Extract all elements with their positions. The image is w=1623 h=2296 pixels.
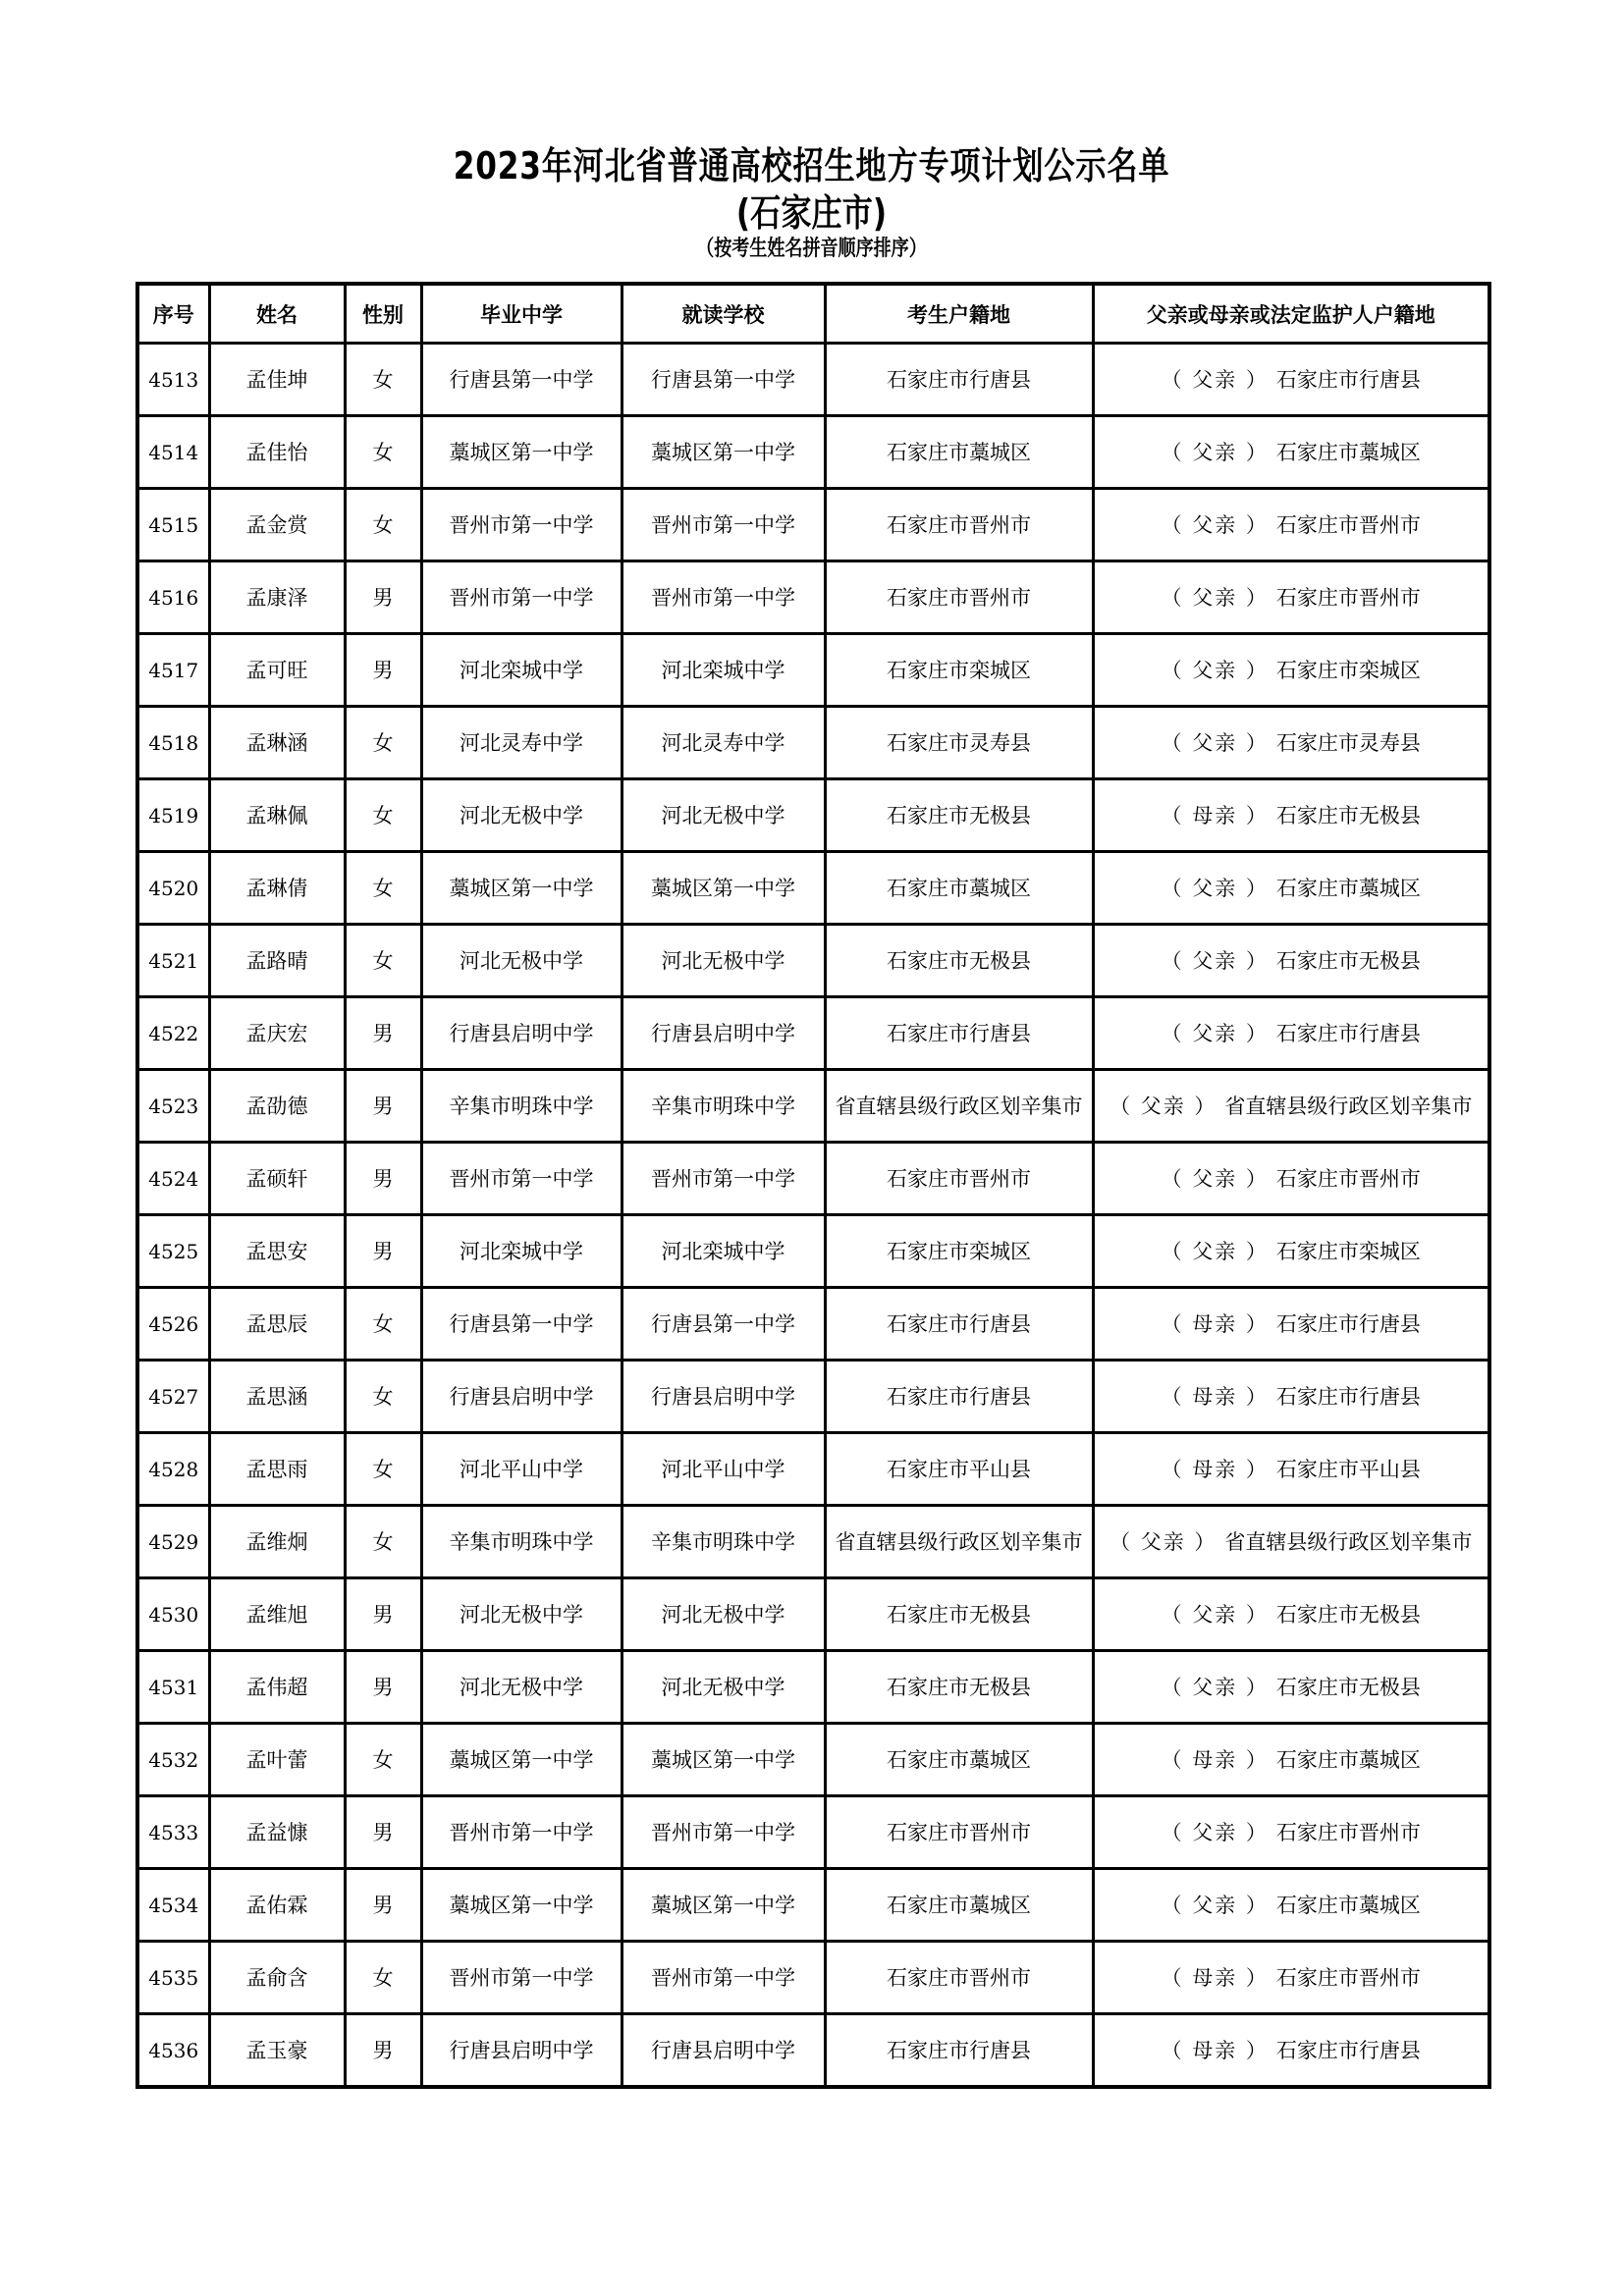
col-header-domicile: 考生户籍地 — [825, 284, 1093, 344]
cell-name: 孟金赏 — [209, 489, 345, 561]
cell-name: 孟琳佩 — [209, 779, 345, 852]
cell-current-school: 河北无极中学 — [622, 1578, 825, 1651]
cell-no: 4524 — [137, 1143, 209, 1215]
cell-grad-school: 藁城区第一中学 — [421, 852, 622, 925]
cell-guardian-domicile — [1093, 925, 1489, 997]
guardian-relation: （ 父亲 ） — [1161, 367, 1269, 392]
cell-no: 4534 — [137, 1869, 209, 1942]
guardian-relation: （ 父亲 ） — [1161, 1602, 1269, 1627]
cell-grad-school: 晋州市第一中学 — [421, 1143, 622, 1215]
cell-no: 4535 — [137, 1942, 209, 2014]
cell-domicile: 石家庄市藁城区 — [825, 1724, 1093, 1796]
cell-domicile: 石家庄市无极县 — [825, 779, 1093, 852]
guardian-relation: （ 父亲 ） — [1109, 1529, 1217, 1554]
cell-current-school: 晋州市第一中学 — [622, 1942, 825, 2014]
cell-current-school: 行唐县启明中学 — [622, 2014, 825, 2088]
cell-gender: 女 — [345, 1433, 421, 1506]
table-row — [137, 634, 1489, 707]
cell-gender: 女 — [345, 779, 421, 852]
guardian-relation: （ 母亲 ） — [1161, 803, 1269, 828]
cell-guardian-domicile — [1093, 1869, 1489, 1942]
cell-current-school: 辛集市明珠中学 — [622, 1070, 825, 1143]
table-row — [137, 416, 1489, 489]
table-header-row — [137, 284, 1489, 344]
cell-name: 孟佑霖 — [209, 1869, 345, 1942]
cell-domicile: 石家庄市晋州市 — [825, 1796, 1093, 1869]
cell-no: 4527 — [137, 1361, 209, 1433]
cell-domicile: 石家庄市灵寿县 — [825, 707, 1093, 779]
cell-current-school: 河北栾城中学 — [622, 634, 825, 707]
table-row — [137, 997, 1489, 1070]
cell-guardian-domicile — [1093, 997, 1489, 1070]
cell-gender: 女 — [345, 1288, 421, 1361]
cell-grad-school: 行唐县第一中学 — [421, 344, 622, 416]
cell-grad-school: 辛集市明珠中学 — [421, 1506, 622, 1578]
cell-name: 孟佳坤 — [209, 344, 345, 416]
cell-grad-school: 行唐县第一中学 — [421, 1288, 622, 1361]
cell-name: 孟思雨 — [209, 1433, 345, 1506]
table-body — [137, 344, 1489, 2088]
guardian-domicile: 石家庄市藁城区 — [1275, 1893, 1421, 1917]
cell-current-school: 行唐县启明中学 — [622, 997, 825, 1070]
cell-no: 4515 — [137, 489, 209, 561]
cell-guardian-domicile — [1093, 2014, 1489, 2088]
table-row — [137, 1724, 1489, 1796]
col-header-guardian-domicile: 父亲或母亲或法定监护人户籍地 — [1093, 284, 1489, 344]
cell-no: 4516 — [137, 561, 209, 634]
cell-grad-school: 河北无极中学 — [421, 1578, 622, 1651]
cell-grad-school: 河北无极中学 — [421, 779, 622, 852]
guardian-domicile: 石家庄市灵寿县 — [1275, 730, 1421, 755]
table-row — [137, 1651, 1489, 1724]
cell-guardian-domicile — [1093, 634, 1489, 707]
cell-current-school: 藁城区第一中学 — [622, 1869, 825, 1942]
cell-current-school: 河北无极中学 — [622, 1651, 825, 1724]
guardian-relation: （ 父亲 ） — [1161, 585, 1269, 610]
guardian-relation: （ 父亲 ） — [1161, 730, 1269, 755]
table-row — [137, 1215, 1489, 1288]
guardian-domicile: 石家庄市行唐县 — [1275, 1021, 1421, 1045]
table-row — [137, 1361, 1489, 1433]
cell-grad-school: 藁城区第一中学 — [421, 1724, 622, 1796]
table-row — [137, 1942, 1489, 2014]
guardian-relation: （ 父亲 ） — [1161, 440, 1269, 464]
cell-gender: 男 — [345, 1578, 421, 1651]
cell-domicile: 石家庄市栾城区 — [825, 634, 1093, 707]
guardian-domicile: 石家庄市平山县 — [1275, 1457, 1421, 1481]
cell-gender: 男 — [345, 997, 421, 1070]
cell-gender: 女 — [345, 925, 421, 997]
guardian-domicile: 石家庄市藁城区 — [1275, 440, 1421, 464]
cell-current-school: 行唐县启明中学 — [622, 1361, 825, 1433]
cell-gender: 女 — [345, 1361, 421, 1433]
cell-current-school: 藁城区第一中学 — [622, 852, 825, 925]
cell-guardian-domicile — [1093, 707, 1489, 779]
guardian-domicile: 石家庄市行唐县 — [1275, 367, 1421, 392]
guardian-relation: （ 父亲 ） — [1161, 948, 1269, 973]
cell-grad-school: 行唐县启明中学 — [421, 1361, 622, 1433]
cell-gender: 男 — [345, 561, 421, 634]
cell-grad-school: 辛集市明珠中学 — [421, 1070, 622, 1143]
cell-grad-school: 行唐县启明中学 — [421, 2014, 622, 2088]
document-subtitle: (石家庄市) — [735, 191, 888, 235]
cell-name: 孟叶蕾 — [209, 1724, 345, 1796]
cell-current-school: 河北无极中学 — [622, 779, 825, 852]
cell-domicile: 石家庄市藁城区 — [825, 852, 1093, 925]
sort-note: （按考生姓名拼音顺序排序） — [696, 237, 927, 261]
cell-guardian-domicile — [1093, 1651, 1489, 1724]
table-row — [137, 1288, 1489, 1361]
cell-gender: 男 — [345, 1651, 421, 1724]
cell-domicile: 石家庄市藁城区 — [825, 416, 1093, 489]
cell-guardian-domicile — [1093, 1288, 1489, 1361]
cell-name: 孟琳倩 — [209, 852, 345, 925]
candidate-table — [135, 282, 1491, 2089]
cell-gender: 男 — [345, 634, 421, 707]
cell-current-school: 行唐县第一中学 — [622, 1288, 825, 1361]
cell-current-school: 晋州市第一中学 — [622, 489, 825, 561]
cell-grad-school: 藁城区第一中学 — [421, 1869, 622, 1942]
guardian-relation: （ 父亲 ） — [1161, 1820, 1269, 1844]
cell-no: 4528 — [137, 1433, 209, 1506]
cell-current-school: 河北栾城中学 — [622, 1215, 825, 1288]
cell-gender: 女 — [345, 1724, 421, 1796]
cell-guardian-domicile — [1093, 1361, 1489, 1433]
cell-current-school: 晋州市第一中学 — [622, 1796, 825, 1869]
cell-gender: 女 — [345, 1506, 421, 1578]
col-header-no: 序号 — [137, 284, 209, 344]
cell-name: 孟思涵 — [209, 1361, 345, 1433]
cell-current-school: 河北平山中学 — [622, 1433, 825, 1506]
cell-guardian-domicile — [1093, 489, 1489, 561]
cell-name: 孟维旭 — [209, 1578, 345, 1651]
guardian-relation: （ 父亲 ） — [1161, 1675, 1269, 1699]
guardian-relation: （ 父亲 ） — [1161, 1893, 1269, 1917]
cell-name: 孟路晴 — [209, 925, 345, 997]
table-row — [137, 1796, 1489, 1869]
guardian-domicile: 石家庄市藁城区 — [1275, 1747, 1421, 1772]
guardian-relation: （ 母亲 ） — [1161, 1384, 1269, 1409]
cell-grad-school: 藁城区第一中学 — [421, 416, 622, 489]
cell-current-school: 晋州市第一中学 — [622, 561, 825, 634]
cell-gender: 女 — [345, 489, 421, 561]
cell-gender: 女 — [345, 344, 421, 416]
cell-domicile: 石家庄市藁城区 — [825, 1869, 1093, 1942]
cell-gender: 女 — [345, 416, 421, 489]
cell-gender: 女 — [345, 707, 421, 779]
cell-guardian-domicile — [1093, 1215, 1489, 1288]
cell-name: 孟劭德 — [209, 1070, 345, 1143]
cell-current-school: 河北灵寿中学 — [622, 707, 825, 779]
cell-guardian-domicile — [1093, 1578, 1489, 1651]
cell-domicile: 石家庄市行唐县 — [825, 997, 1093, 1070]
cell-no: 4530 — [137, 1578, 209, 1651]
cell-grad-school: 河北栾城中学 — [421, 1215, 622, 1288]
guardian-relation: （ 父亲 ） — [1161, 512, 1269, 537]
guardian-domicile: 石家庄市藁城区 — [1275, 876, 1421, 900]
cell-guardian-domicile — [1093, 416, 1489, 489]
col-header-grad-school: 毕业中学 — [421, 284, 622, 344]
cell-no: 4532 — [137, 1724, 209, 1796]
guardian-relation: （ 母亲 ） — [1161, 1965, 1269, 1990]
cell-guardian-domicile — [1093, 1433, 1489, 1506]
cell-domicile: 石家庄市无极县 — [825, 1651, 1093, 1724]
cell-gender: 男 — [345, 1869, 421, 1942]
guardian-relation: （ 父亲 ） — [1109, 1094, 1217, 1118]
cell-name: 孟俞含 — [209, 1942, 345, 2014]
cell-no: 4519 — [137, 779, 209, 852]
cell-name: 孟维炯 — [209, 1506, 345, 1578]
guardian-domicile: 石家庄市行唐县 — [1275, 1384, 1421, 1409]
cell-domicile: 石家庄市晋州市 — [825, 561, 1093, 634]
table-row — [137, 1578, 1489, 1651]
cell-name: 孟玉豪 — [209, 2014, 345, 2088]
cell-domicile: 石家庄市晋州市 — [825, 489, 1093, 561]
cell-current-school: 辛集市明珠中学 — [622, 1506, 825, 1578]
guardian-relation: （ 母亲 ） — [1161, 2038, 1269, 2062]
table-row — [137, 852, 1489, 925]
cell-domicile: 石家庄市平山县 — [825, 1433, 1093, 1506]
table-row — [137, 707, 1489, 779]
cell-name: 孟思安 — [209, 1215, 345, 1288]
cell-domicile: 石家庄市晋州市 — [825, 1143, 1093, 1215]
guardian-domicile: 石家庄市晋州市 — [1275, 1166, 1421, 1191]
cell-grad-school: 河北栾城中学 — [421, 634, 622, 707]
cell-gender: 男 — [345, 1070, 421, 1143]
cell-no: 4526 — [137, 1288, 209, 1361]
guardian-domicile: 省直辖县级行政区划辛集市 — [1224, 1529, 1473, 1554]
table-row — [137, 561, 1489, 634]
cell-grad-school: 晋州市第一中学 — [421, 1942, 622, 2014]
cell-domicile: 石家庄市无极县 — [825, 1578, 1093, 1651]
table-row — [137, 1869, 1489, 1942]
cell-name: 孟思辰 — [209, 1288, 345, 1361]
cell-name: 孟琳涵 — [209, 707, 345, 779]
guardian-domicile: 石家庄市晋州市 — [1275, 585, 1421, 610]
cell-no: 4522 — [137, 997, 209, 1070]
cell-name: 孟益慷 — [209, 1796, 345, 1869]
table-row — [137, 925, 1489, 997]
guardian-relation: （ 父亲 ） — [1161, 658, 1269, 682]
cell-name: 孟佳怡 — [209, 416, 345, 489]
cell-current-school: 行唐县第一中学 — [622, 344, 825, 416]
cell-current-school: 藁城区第一中学 — [622, 1724, 825, 1796]
cell-domicile: 省直辖县级行政区划辛集市 — [825, 1070, 1093, 1143]
guardian-domicile: 石家庄市晋州市 — [1275, 1965, 1421, 1990]
cell-guardian-domicile — [1093, 1070, 1489, 1143]
col-header-current-school: 就读学校 — [622, 284, 825, 344]
cell-name: 孟伟超 — [209, 1651, 345, 1724]
guardian-domicile: 石家庄市无极县 — [1275, 1602, 1421, 1627]
guardian-relation: （ 母亲 ） — [1161, 1457, 1269, 1481]
col-header-gender: 性别 — [345, 284, 421, 344]
guardian-domicile: 石家庄市栾城区 — [1275, 658, 1421, 682]
cell-current-school: 河北无极中学 — [622, 925, 825, 997]
cell-guardian-domicile — [1093, 561, 1489, 634]
cell-grad-school: 晋州市第一中学 — [421, 561, 622, 634]
guardian-relation: （ 父亲 ） — [1161, 1239, 1269, 1263]
cell-no: 4517 — [137, 634, 209, 707]
cell-no: 4529 — [137, 1506, 209, 1578]
cell-guardian-domicile — [1093, 1796, 1489, 1869]
guardian-domicile: 省直辖县级行政区划辛集市 — [1224, 1094, 1473, 1118]
cell-no: 4531 — [137, 1651, 209, 1724]
cell-no: 4523 — [137, 1070, 209, 1143]
cell-domicile: 石家庄市栾城区 — [825, 1215, 1093, 1288]
cell-name: 孟硕轩 — [209, 1143, 345, 1215]
cell-no: 4536 — [137, 2014, 209, 2088]
cell-guardian-domicile — [1093, 1143, 1489, 1215]
guardian-relation: （ 父亲 ） — [1161, 1166, 1269, 1191]
cell-current-school: 藁城区第一中学 — [622, 416, 825, 489]
cell-domicile: 石家庄市行唐县 — [825, 1288, 1093, 1361]
table-row — [137, 779, 1489, 852]
cell-current-school: 晋州市第一中学 — [622, 1143, 825, 1215]
guardian-domicile: 石家庄市行唐县 — [1275, 1311, 1421, 1336]
cell-grad-school: 行唐县启明中学 — [421, 997, 622, 1070]
cell-grad-school: 河北灵寿中学 — [421, 707, 622, 779]
cell-gender: 女 — [345, 1942, 421, 2014]
cell-name: 孟康泽 — [209, 561, 345, 634]
table-row — [137, 1143, 1489, 1215]
cell-name: 孟可旺 — [209, 634, 345, 707]
cell-grad-school: 晋州市第一中学 — [421, 1796, 622, 1869]
cell-guardian-domicile — [1093, 852, 1489, 925]
cell-domicile: 石家庄市晋州市 — [825, 1942, 1093, 2014]
cell-domicile: 石家庄市无极县 — [825, 925, 1093, 997]
guardian-domicile: 石家庄市栾城区 — [1275, 1239, 1421, 1263]
cell-guardian-domicile — [1093, 1942, 1489, 2014]
cell-guardian-domicile — [1093, 1724, 1489, 1796]
cell-grad-school: 河北平山中学 — [421, 1433, 622, 1506]
document-title: 2023年河北省普通高校招生地方专项计划公示名单 — [453, 144, 1170, 187]
cell-no: 4533 — [137, 1796, 209, 1869]
cell-no: 4525 — [137, 1215, 209, 1288]
table-row — [137, 1433, 1489, 1506]
guardian-domicile: 石家庄市无极县 — [1275, 803, 1421, 828]
table-row — [137, 1506, 1489, 1578]
cell-domicile: 石家庄市行唐县 — [825, 344, 1093, 416]
table-row — [137, 344, 1489, 416]
cell-grad-school: 晋州市第一中学 — [421, 489, 622, 561]
guardian-relation: （ 父亲 ） — [1161, 876, 1269, 900]
cell-guardian-domicile — [1093, 779, 1489, 852]
table-row — [137, 2014, 1489, 2088]
cell-grad-school: 河北无极中学 — [421, 1651, 622, 1724]
cell-gender: 男 — [345, 1143, 421, 1215]
guardian-relation: （ 母亲 ） — [1161, 1311, 1269, 1336]
guardian-domicile: 石家庄市晋州市 — [1275, 1820, 1421, 1844]
cell-gender: 男 — [345, 2014, 421, 2088]
guardian-relation: （ 父亲 ） — [1161, 1021, 1269, 1045]
cell-gender: 男 — [345, 1215, 421, 1288]
cell-domicile: 省直辖县级行政区划辛集市 — [825, 1506, 1093, 1578]
table-row — [137, 489, 1489, 561]
guardian-domicile: 石家庄市无极县 — [1275, 948, 1421, 973]
cell-no: 4520 — [137, 852, 209, 925]
cell-no: 4521 — [137, 925, 209, 997]
cell-no: 4514 — [137, 416, 209, 489]
cell-guardian-domicile — [1093, 344, 1489, 416]
table-row — [137, 1070, 1489, 1143]
cell-no: 4513 — [137, 344, 209, 416]
cell-guardian-domicile — [1093, 1506, 1489, 1578]
guardian-domicile: 石家庄市行唐县 — [1275, 2038, 1421, 2062]
cell-gender: 女 — [345, 852, 421, 925]
guardian-relation: （ 母亲 ） — [1161, 1747, 1269, 1772]
cell-no: 4518 — [137, 707, 209, 779]
cell-name: 孟庆宏 — [209, 997, 345, 1070]
guardian-domicile: 石家庄市无极县 — [1275, 1675, 1421, 1699]
cell-domicile: 石家庄市行唐县 — [825, 2014, 1093, 2088]
guardian-domicile: 石家庄市晋州市 — [1275, 512, 1421, 537]
col-header-name: 姓名 — [209, 284, 345, 344]
cell-domicile: 石家庄市行唐县 — [825, 1361, 1093, 1433]
cell-gender: 男 — [345, 1796, 421, 1869]
cell-grad-school: 河北无极中学 — [421, 925, 622, 997]
